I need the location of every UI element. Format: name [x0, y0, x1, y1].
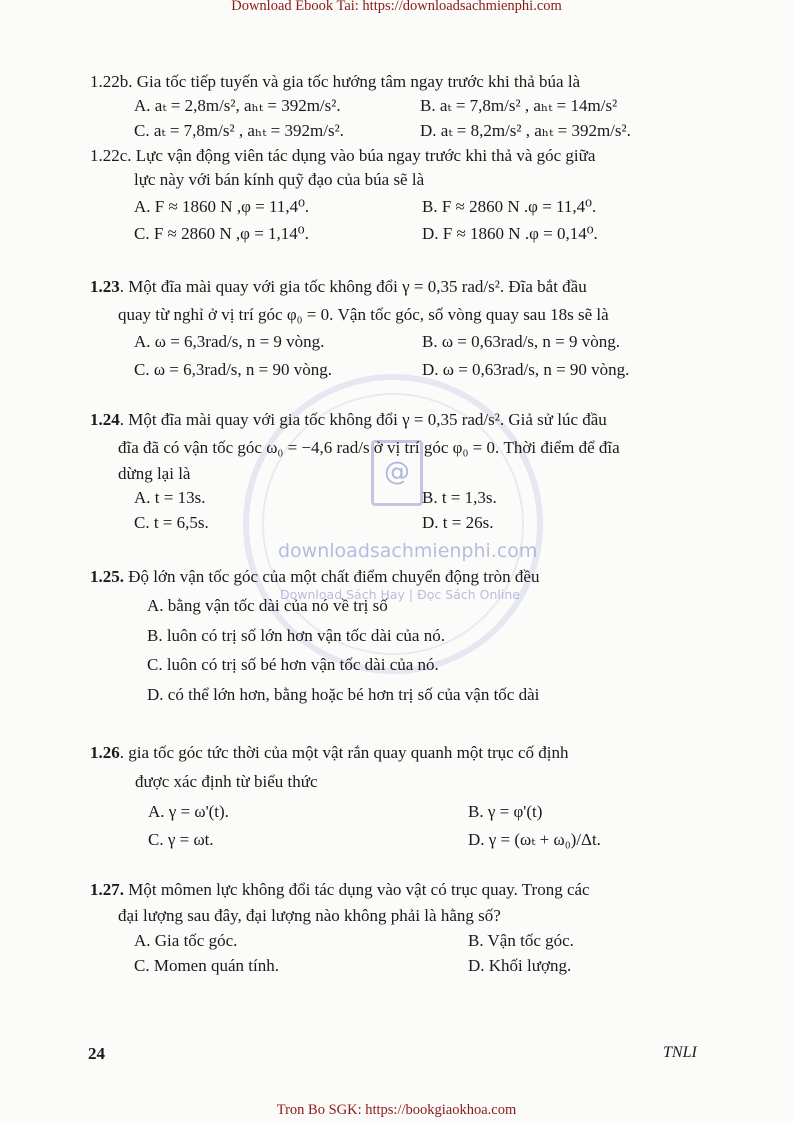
q123-option-b: B. ω = 0,63rad/s, n = 9 vòng. [422, 332, 620, 351]
q122b-option-a: A. aₜ = 2,8m/s², aₕₜ = 392m/s². [134, 96, 341, 115]
q122c-option-c: C. F ≈ 2860 N ,φ = 1,14⁰. [134, 224, 309, 243]
q127-option-b: B. Vận tốc góc. [468, 931, 574, 950]
q122b-option-b: B. aₜ = 7,8m/s² , aₕₜ = 14m/s² [420, 96, 618, 115]
q127-option-c: C. Momen quán tính. [134, 956, 279, 975]
q127-stem-text: Một mômen lực không đổi tác dụng vào vật có trục quay. Trong các [124, 880, 590, 899]
header-download-link[interactable]: Download Ebook Tai: https://downloadsachmienphi.com [231, 0, 562, 14]
q124-option-d: D. t = 26s. [422, 513, 494, 532]
q122b-option-d: D. aₜ = 8,2m/s² , aₕₜ = 392m/s². [420, 121, 631, 140]
q126-stem-text: . gia tốc góc tức thời của một vật rắn quay quanh một trục cố định [119, 743, 569, 762]
q123-option-d: D. ω = 0,63rad/s, n = 90 vòng. [422, 360, 630, 379]
q122c-option-d: D. F ≈ 1860 N .φ = 0,14⁰. [422, 224, 598, 243]
q127-number: 1.27. [90, 880, 124, 899]
footer-sgk-link[interactable]: Tron Bo SGK: https://bookgiaokhoa.com [276, 1102, 517, 1118]
q125-stem-text: Độ lớn vận tốc góc của một chất điểm chuyển động tròn đều [124, 567, 540, 586]
q122c-option-a: A. F ≈ 1860 N ,φ = 11,4⁰. [134, 197, 310, 216]
q127-option-d: D. Khối lượng. [468, 956, 572, 975]
q122c-option-b: B. F ≈ 2860 N .φ = 11,4⁰. [422, 197, 597, 216]
q127-stem-1 [90, 880, 590, 900]
q126-option-c: C. γ = ωt. [148, 830, 214, 849]
page-number: 24 [88, 1044, 105, 1063]
q125-stem [90, 567, 539, 587]
q124-stem-3: dừng lại là [118, 464, 191, 483]
q123-option-a: A. ω = 6,3rad/s, n = 9 vòng. [134, 332, 325, 351]
q122c-stem-2: lực này với bán kính quỹ đạo của búa sẽ là [134, 170, 425, 189]
book-code: TNLI [663, 1044, 697, 1061]
q124-number: 1.24 [90, 410, 120, 429]
q124-stem-text: . Một đĩa mài quay với gia tốc không đổi γ = 0,35 rad/s². Giả sử lúc đầu [119, 410, 607, 429]
book-at-icon: @ [371, 440, 423, 506]
q122b-option-c: C. aₜ = 7,8m/s² , aₕₜ = 392m/s². [134, 121, 344, 140]
q126-option-b: B. γ = φ'(t) [468, 802, 543, 821]
q125-option-c: C. luôn có trị số bé hơn vận tốc dài của nó. [147, 655, 439, 674]
q127-stem-2: đại lượng sau đây, đại lượng nào không phải là hằng số? [118, 906, 501, 925]
q126-option-d: D. γ = (ωₜ + ω₀)/Δt. [468, 830, 601, 849]
q124-stem-1 [90, 410, 607, 430]
q122c-stem-1: 1.22c. Lực vận động viên tác dụng vào búa ngay trước khi thả và góc giữa [90, 146, 596, 165]
watermark-tagline: Download Sách Hay | Đọc Sách Online [280, 587, 520, 602]
q123-stem-1 [90, 277, 587, 297]
q122b-stem: 1.22b. Gia tốc tiếp tuyến và gia tốc hướng tâm ngay trước khi thả búa là [90, 72, 581, 91]
q124-option-b: B. t = 1,3s. [422, 488, 497, 507]
q123-number: 1.23 [90, 277, 120, 296]
q123-option-c: C. ω = 6,3rad/s, n = 90 vòng. [134, 360, 332, 379]
q126-number: 1.26 [90, 743, 120, 762]
q125-number: 1.25. [90, 567, 124, 586]
watermark-site: downloadsachmienphi.com [278, 540, 538, 562]
q124-stem-2: đĩa đã có vận tốc góc ω₀ = −4,6 rad/s ở vị trí góc φ₀ = 0. Thời điểm để đĩa [118, 438, 620, 457]
q124-option-a: A. t = 13s. [134, 488, 206, 507]
q125-option-d: D. có thể lớn hơn, bằng hoặc bé hơn trị số của vận tốc dài [147, 685, 540, 704]
q123-stem-2: quay từ nghỉ ở vị trí góc φ₀ = 0. Vận tốc góc, số vòng quay sau 18s sẽ là [118, 305, 609, 324]
q125-option-b: B. luôn có trị số lớn hơn vận tốc dài của nó. [147, 626, 445, 645]
q127-option-a: A. Gia tốc góc. [134, 931, 238, 950]
q123-stem-text: . Một đĩa mài quay với gia tốc không đổi γ = 0,35 rad/s². Đĩa bắt đầu [119, 277, 587, 296]
q126-stem-2: được xác định từ biểu thức [135, 772, 318, 791]
q125-option-a: A. bằng vận tốc dài của nó về trị số [147, 596, 388, 615]
q124-option-c: C. t = 6,5s. [134, 513, 209, 532]
q126-option-a: A. γ = ω'(t). [148, 802, 229, 821]
q126-stem-1 [90, 743, 569, 763]
